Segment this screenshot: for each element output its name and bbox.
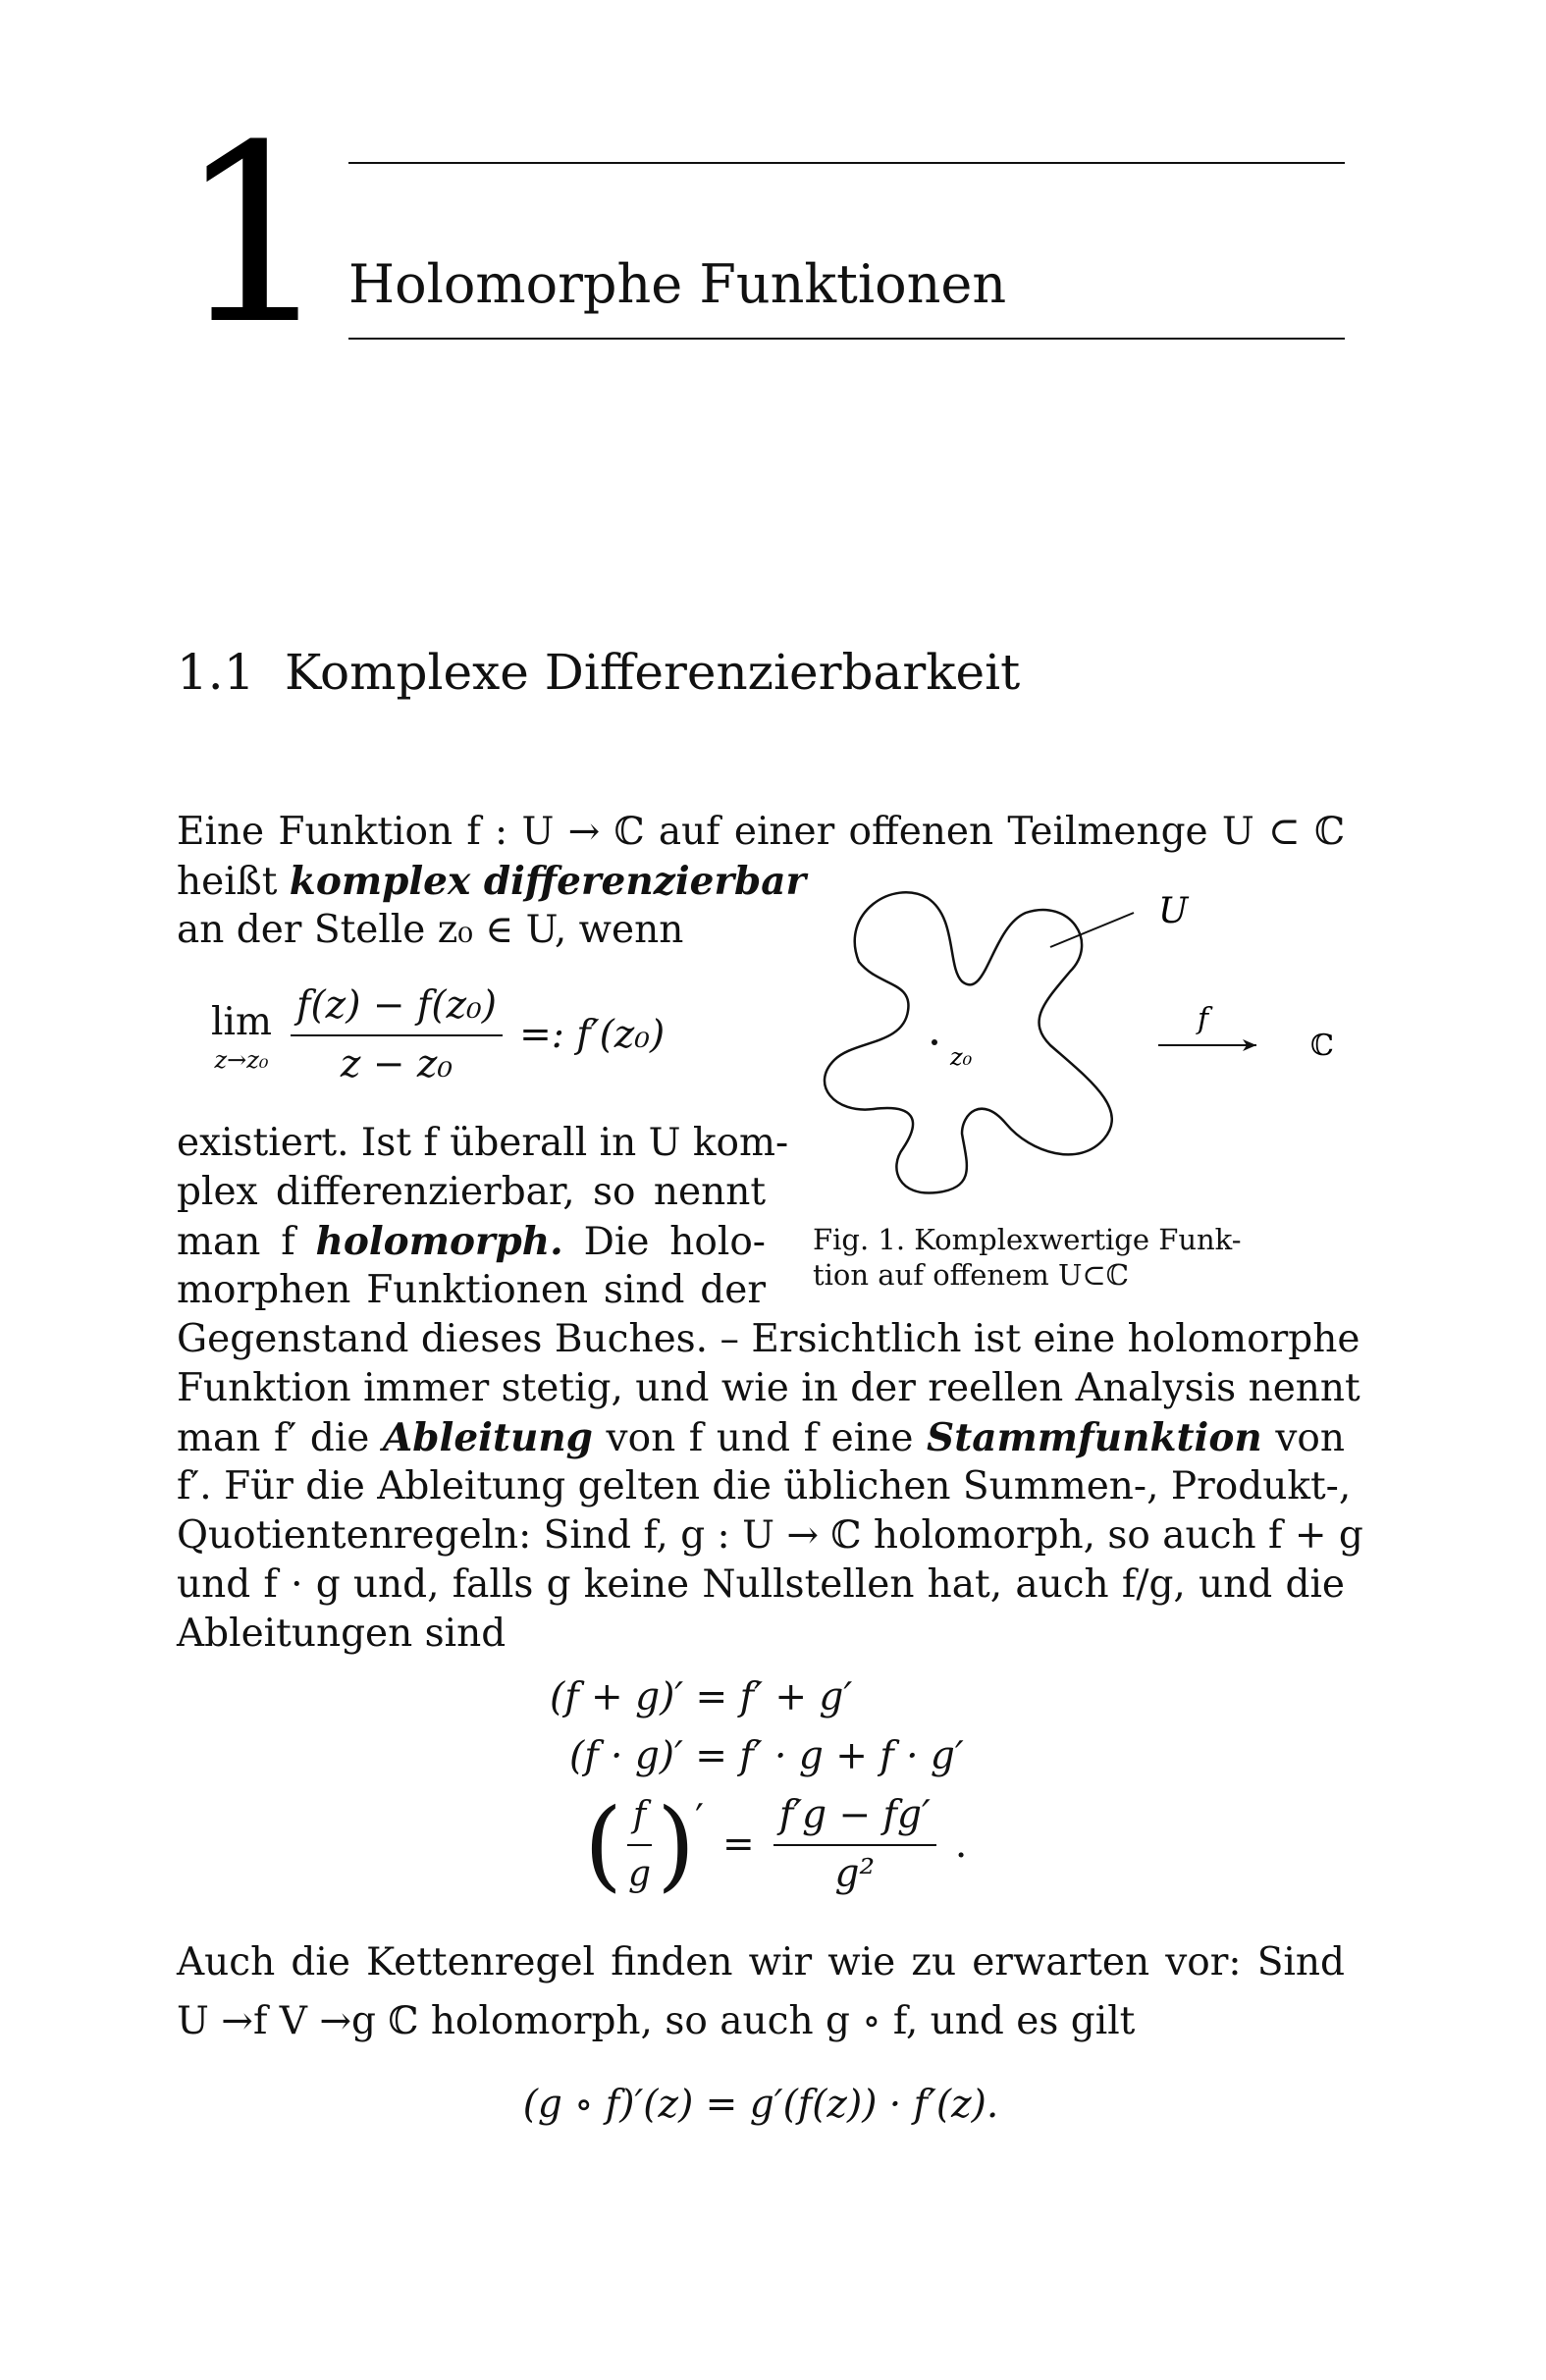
equals-sign: =	[722, 1823, 755, 1867]
defined-term: komplex differenzierbar	[289, 859, 807, 904]
text-fragment: von f und f eine	[592, 1416, 928, 1460]
text-line: und f · g und, falls g keine Nullstellen hat, auch f/g, und die	[177, 1562, 1345, 1607]
denominator: g	[628, 1854, 652, 1894]
text-line	[177, 857, 806, 907]
quotient-rhs	[773, 1791, 936, 1899]
chapter-rule-top	[348, 162, 1345, 164]
chain-rule: (g ∘ f)′(z) = g′(f(z)) · f′(z).	[522, 2083, 999, 2127]
label-pointer-U	[1050, 913, 1134, 947]
lim-operator: lim	[211, 1000, 272, 1044]
text-line: plex differenzierbar, so nennt	[177, 1170, 766, 1214]
sum-rule: (f + g)′ = f′ + g′	[550, 1675, 853, 1719]
figure-domain-diagram	[805, 873, 1355, 1217]
caption-line: tion auf offenem U⊂ℂ	[813, 1258, 1129, 1292]
lim-subscript: z→z₀	[214, 1046, 269, 1074]
chapter-number: 1	[177, 92, 334, 378]
limit-equation	[211, 981, 665, 1089]
text-line: Gegenstand dieses Buches. – Ersichtlich ist eine holomorphe	[177, 1317, 1360, 1361]
numerator: f	[627, 1791, 652, 1846]
text-fragment: von	[1261, 1416, 1345, 1460]
figure-label-f: f	[1198, 1002, 1209, 1036]
quotient-lhs	[622, 1791, 657, 1899]
text-line: Eine Funktion f : U → ℂ auf einer offenen Teilmenge U ⊂ ℂ	[177, 810, 1345, 854]
text-line: Funktion immer stetig, und wie in der reellen Analysis nennt	[177, 1366, 1360, 1410]
text-line: Ableitungen sind	[177, 1612, 506, 1656]
numerator: f′g − fg′	[773, 1791, 936, 1846]
text-line	[177, 1217, 766, 1267]
section-title: Komplexe Differenzierbarkeit	[285, 644, 1021, 701]
section-heading	[177, 638, 1020, 707]
text-line: morphen Funktionen sind der	[177, 1268, 766, 1312]
numerator: f(z) − f(z₀)	[291, 981, 503, 1036]
prime-mark: ′	[695, 1797, 704, 1841]
text-fragment: heißt	[177, 860, 290, 904]
text-line: existiert. Ist f überall in U kom-	[177, 1121, 789, 1165]
derivative-def: =: f′(z₀)	[519, 1013, 666, 1057]
point-z0	[932, 1039, 937, 1045]
section-number: 1.1	[177, 644, 255, 701]
denominator: z − z₀	[340, 1042, 453, 1086]
text-fragment: Die holo-	[562, 1220, 766, 1264]
text-line: an der Stelle z₀ ∈ U, wenn	[177, 908, 684, 952]
figure-label-z0: z₀	[950, 1043, 973, 1071]
caption-line: Fig. 1. Komplexwertige Funk-	[813, 1223, 1242, 1256]
text-fragment: man f′ die	[177, 1416, 383, 1460]
text-line: Quotientenregeln: Sind f, g : U → ℂ holomorph, so auch f + g	[177, 1513, 1363, 1558]
defined-term: Stammfunktion	[927, 1415, 1262, 1460]
difference-quotient	[291, 981, 503, 1089]
chapter-title: Holomorphe Funktionen	[348, 253, 1007, 315]
figure-label-U: U	[1158, 891, 1189, 931]
chapter-rule-bottom	[348, 338, 1345, 340]
text-line: U →f V →g ℂ holomorph, so auch g ∘ f, und es gilt	[177, 1999, 1136, 2043]
product-rule: (f · g)′ = f′ · g + f · g′	[569, 1734, 964, 1778]
text-line: f′. Für die Ableitung gelten die üblichen Summen-, Produkt-,	[177, 1464, 1352, 1508]
quotient-rule: ( $\frac{f}{g}$ )′ = $\frac{f'g - fg'}{\text{g²}}$ .	[584, 1787, 968, 1902]
defined-term: holomorph.	[315, 1219, 563, 1264]
text-line: Auch die Kettenregel finden wir wie zu erwarten vor: Sind	[177, 1940, 1345, 1984]
denominator: g²	[834, 1852, 876, 1896]
figure-label-C: ℂ	[1310, 1029, 1334, 1063]
text-fragment: man f	[177, 1220, 316, 1264]
period: .	[954, 1823, 968, 1867]
text-line	[177, 1413, 1345, 1463]
figure-caption	[813, 1222, 1323, 1293]
defined-term: Ableitung	[382, 1415, 593, 1460]
